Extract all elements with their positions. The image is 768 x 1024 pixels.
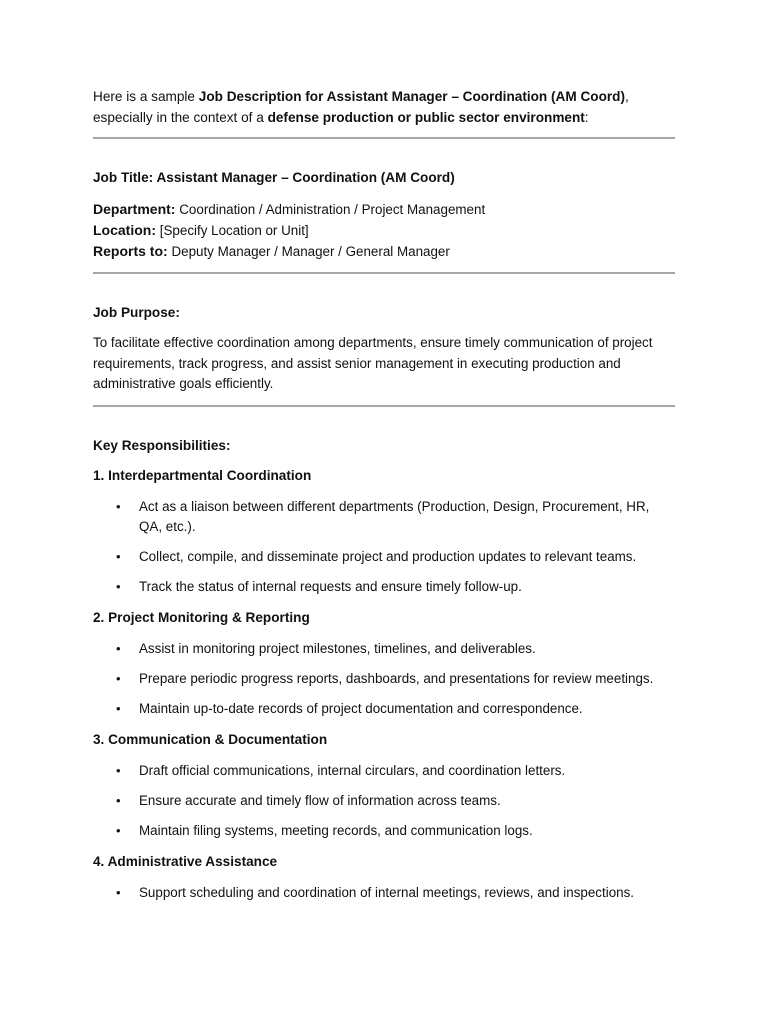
list-item-text: Draft official communications, internal circulars, and coordination letters.: [139, 762, 566, 778]
job-purpose-heading: Job Purpose:: [93, 305, 180, 320]
bullet-list: [93, 761, 675, 841]
job-title-heading: Job Title: Assistant Manager – Coordination (AM Coord): [93, 170, 455, 185]
list-item: [93, 761, 675, 781]
list-item: [93, 669, 675, 689]
intro-line2-bold: defense production or public sector environment: [267, 110, 585, 125]
bullet-icon: •: [116, 822, 121, 838]
section-title: 4. Administrative Assistance: [93, 853, 278, 869]
intro-line1-text: Here is a sample: [93, 89, 199, 104]
reports-to-field: [93, 241, 675, 262]
section-title: 3. Communication & Documentation: [93, 731, 328, 747]
section-title: 2. Project Monitoring & Reporting: [93, 609, 310, 625]
bullet-icon: •: [116, 670, 121, 686]
reports-to-label: Reports to:: [93, 243, 168, 259]
bullet-icon: •: [116, 548, 121, 564]
bullet-icon: •: [116, 884, 121, 900]
bullet-icon: •: [116, 578, 121, 594]
list-item: [93, 639, 675, 659]
department-label: Department:: [93, 201, 176, 217]
intro-line1-bold: Job Description for Assistant Manager – Coordination (AM Coord): [198, 89, 625, 104]
list-item: [93, 497, 675, 537]
bullet-icon: •: [116, 700, 121, 716]
intro-line2-end: :: [584, 110, 589, 125]
bullet-list: [93, 639, 675, 719]
intro-line2-text: especially in the context of a: [93, 110, 268, 125]
job-purpose-text: To facilitate effective coordination among departments, ensure timely communication of project requirements, track progress, and assist senior management in executing production and administrative goals efficiently.: [93, 335, 653, 391]
list-item: [93, 577, 675, 597]
list-item-text: Collect, compile, and disseminate project and production updates to relevant teams.: [139, 548, 637, 564]
divider: [93, 272, 675, 274]
bullet-list: [93, 883, 675, 903]
list-item-text: Support scheduling and coordination of internal meetings, reviews, and inspections.: [139, 884, 635, 900]
department-field: [93, 199, 675, 220]
list-item-text: Ensure accurate and timely flow of information across teams.: [139, 792, 501, 808]
key-responsibilities-heading: Key Responsibilities:: [93, 437, 231, 453]
location-field: [93, 220, 675, 241]
list-item-text: Track the status of internal requests and ensure timely follow-up.: [139, 578, 522, 594]
divider: [93, 137, 675, 139]
list-item: [93, 821, 675, 841]
intro-line1-end: ,: [625, 89, 629, 104]
list-item: [93, 883, 675, 903]
divider: [93, 405, 675, 407]
document-page: [93, 86, 675, 903]
list-item: [93, 547, 675, 567]
department-value: Coordination / Administration / Project Management: [179, 202, 486, 217]
bullet-list: [93, 497, 675, 597]
bullet-icon: •: [116, 792, 121, 808]
list-item-text: Assist in monitoring project milestones, timelines, and deliverables.: [139, 640, 536, 656]
list-item-text: Maintain up-to-date records of project documentation and correspondence.: [139, 700, 583, 716]
bullet-icon: •: [116, 762, 121, 778]
intro-paragraph: [93, 86, 675, 128]
location-value: [Specify Location or Unit]: [159, 223, 309, 238]
reports-to-value: Deputy Manager / Manager / General Manager: [171, 244, 450, 259]
list-item: [93, 791, 675, 811]
list-item: [93, 699, 675, 719]
location-label: Location:: [93, 222, 156, 238]
list-item-text: Maintain filing systems, meeting records, and communication logs.: [139, 822, 533, 838]
list-item-text: Act as a liaison between different departments (Production, Design, Procurement, HR, QA, etc.).: [139, 498, 650, 534]
bullet-icon: •: [116, 498, 121, 514]
list-item-text: Prepare periodic progress reports, dashboards, and presentations for review meetings.: [139, 670, 654, 686]
section-title: 1. Interdepartmental Coordination: [93, 467, 312, 483]
bullet-icon: •: [116, 640, 121, 656]
